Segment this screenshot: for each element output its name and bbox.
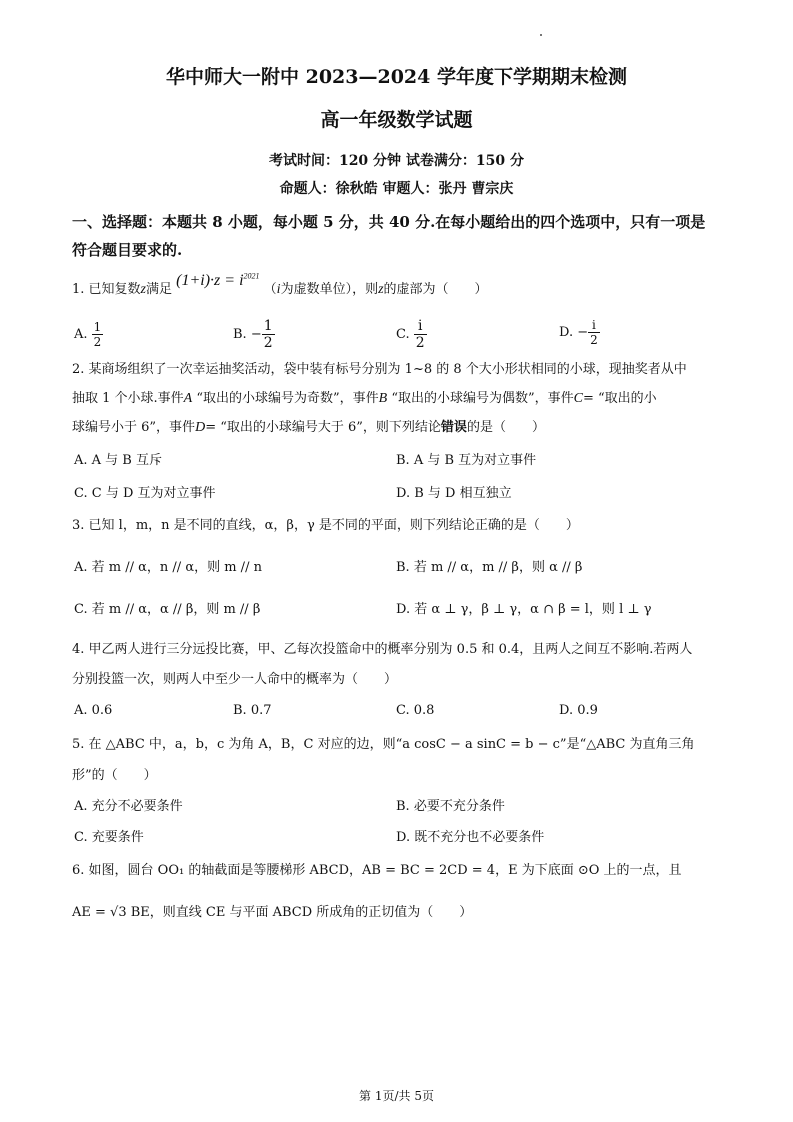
exam-subtitle: 高一年级数学试题: [320, 109, 473, 131]
question-2-line3: 球编号小于 6”，事件D= “取出的小球编号大于 6”，则下列结论错误的是（ ）: [72, 420, 545, 435]
question-5-option-b: B. 必要不充分条件: [396, 799, 505, 814]
question-4-option-d: D. 0.9: [559, 703, 598, 718]
question-3-stem: 3. 已知 l，m，n 是不同的直线，α，β，γ 是不同的平面，则下列结论正确的是（ ）: [72, 518, 579, 533]
question-1-option-b: B. − $\frac{1}{2}$: [233, 318, 273, 351]
question-6-line1: 6. 如图，圆台 OO₁ 的轴截面是等腰梯形 ABCD，AB = BC = 2CD = 4，E 为下底面 ⊙O 上的一点，且: [72, 863, 682, 878]
question-4-option-b: B. 0.7: [233, 703, 272, 718]
exam-info: 考试时间：120 分钟 试卷满分：150 分: [268, 153, 525, 169]
question-2-option-d: D. B 与 D 相互独立: [396, 486, 512, 501]
question-2-option-c: C. C 与 D 互为对立事件: [74, 486, 216, 501]
question-5-option-d: D. 既不充分也不必要条件: [396, 830, 545, 845]
question-1-option-a: A. $\frac{1}{2}$: [74, 320, 102, 349]
question-2-line2: 抽取 1 个小球.事件A “取出的小球编号为奇数”，事件B “取出的小球编号为偶数”，事件C= “取出的小: [72, 391, 657, 406]
question-2-line1: 2. 某商场组织了一次幸运抽奖活动，袋中装有标号分别为 1~8 的 8 个大小形状相同的小球，现抽奖者从中: [72, 362, 687, 377]
exam-title: 华中师大一附中 2023—2024 学年度下学期期末检测: [166, 66, 627, 88]
question-5-option-a: A. 充分不必要条件: [74, 799, 183, 814]
question-3-option-a: A. 若 m // α，n // α，则 m // n: [74, 560, 262, 575]
question-3-option-d: D. 若 α ⊥ γ，β ⊥ γ，α ∩ β = l，则 l ⊥ γ: [396, 602, 652, 617]
question-1-option-d: D. − $\frac{i}{2}$: [559, 318, 598, 347]
question-4-option-a: A. 0.6: [74, 703, 113, 718]
question-4-line1: 4. 甲乙两人进行三分远投比赛，甲、乙每次投篮命中的概率分别为 0.5 和 0.4，且两人之间互不影响.若两人: [72, 642, 693, 657]
question-4-option-c: C. 0.8: [396, 703, 435, 718]
question-4-line2: 分别投篮一次，则两人中至少一人命中的概率为（ ）: [72, 672, 398, 687]
question-1-equation: $(1+i)\cdot z = i^{2021}$: [176, 271, 260, 289]
question-3-option-b: B. 若 m // α，m // β，则 α // β: [396, 560, 583, 575]
section-heading-line2: 符合题目要求的.: [72, 241, 183, 259]
scan-speck: [540, 34, 542, 36]
exam-authors: 命题人：徐秋皓 审题人：张丹 曹宗庆: [279, 181, 514, 197]
question-1-option-c: C. $\frac{i}{2}$: [396, 318, 425, 351]
question-2-option-b: B. A 与 B 互为对立事件: [396, 453, 537, 468]
question-3-option-c: C. 若 m // α，α // β，则 m // β: [74, 602, 261, 617]
question-1-stem: 1. 已知复数z满足 $(1+i)\cdot z = i^{2021}$ （i为虚数单位），则z的虚部为（ ）: [72, 271, 488, 297]
section-heading: [72, 208, 732, 264]
question-5-option-c: C. 充要条件: [74, 830, 144, 845]
page-footer: 第 1页/共 5页: [359, 1089, 434, 1103]
section-heading-line1: 一、选择题：本题共 8 小题，每小题 5 分，共 40 分.在每小题给出的四个选项中，只有一项是: [72, 213, 706, 231]
question-5-line1: 5. 在 △ABC 中，a，b，c 为角 A，B，C 对应的边，则“a cosC − a sinC = b − c”是“△ABC 为直角三角: [72, 737, 695, 752]
question-6-line2: AE = √3 BE，则直线 CE 与平面 ABCD 所成角的正切值为（ ）: [72, 905, 473, 920]
question-2-option-a: A. A 与 B 互斥: [74, 453, 162, 468]
question-5-line2: 形”的（ ）: [72, 768, 157, 783]
